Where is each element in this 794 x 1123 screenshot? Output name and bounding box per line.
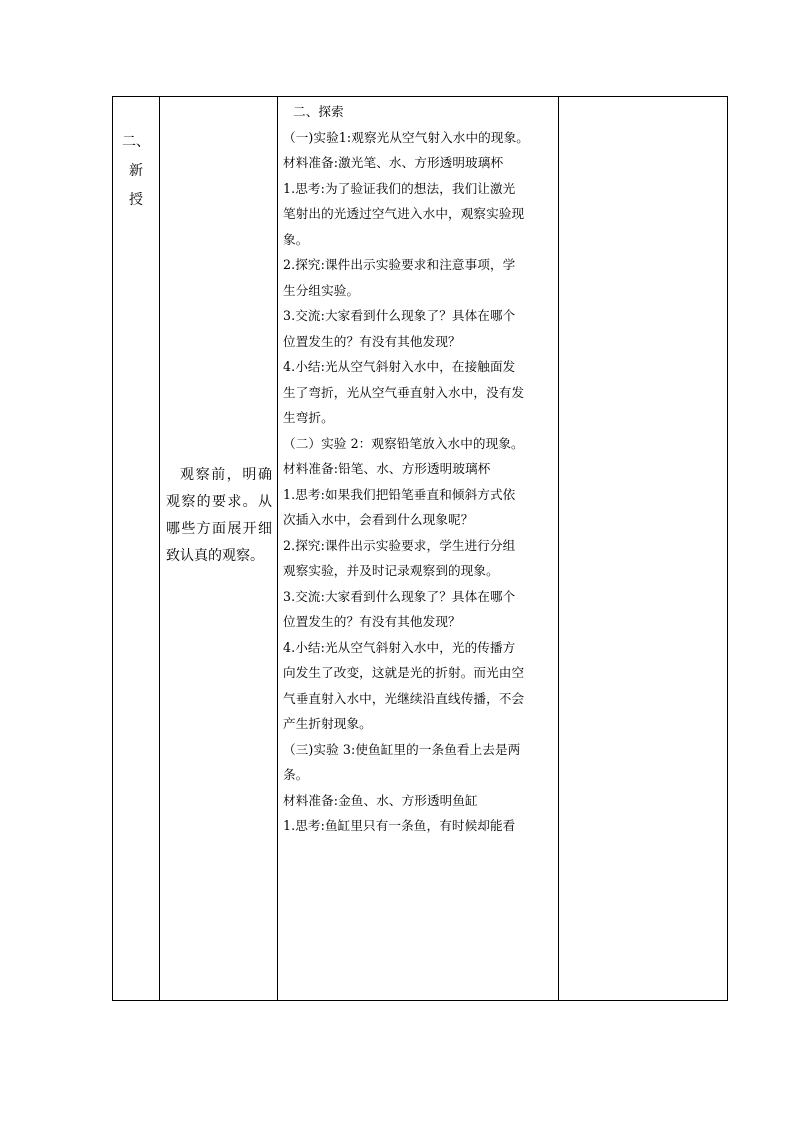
content-line: （三)实验 3:使鱼缸里的一条鱼看上去是两 xyxy=(283,741,521,757)
design-note-cell xyxy=(160,97,278,1001)
notes-cell xyxy=(559,97,728,1001)
content-line: 3.交流:大家看到什么现象了？具体在哪个 xyxy=(283,308,516,323)
section-label xyxy=(113,97,159,215)
content-line: 2.探究:课件出示实验要求，学生进行分组 xyxy=(283,537,516,553)
content-line: 材料准备:铅笔、水、方形透明玻璃杯 xyxy=(283,461,491,476)
content-line: 观察实验，并及时记录观察到的现象。 xyxy=(283,563,499,578)
content-line: 1.思考:如果我们把铅笔垂直和倾斜方式依 xyxy=(283,486,516,502)
content-line: 3.交流:大家看到什么现象了？具体在哪个 xyxy=(283,588,516,604)
content-line: 4.小结:光从空气斜射入水中，光的传播方 xyxy=(283,639,516,655)
content-line: 气垂直射入水中，光继续沿直线传播，不会 xyxy=(283,690,525,706)
table-row xyxy=(113,97,728,1001)
section-cell xyxy=(113,97,160,1001)
content-line: 生弯折。 xyxy=(283,410,334,425)
content-line: 4.小结:光从空气斜射入水中，在接触面发 xyxy=(283,359,516,374)
content-line: 条。 xyxy=(283,767,309,782)
content-line: 2.探究:课件出示实验要求和注意事项，学 xyxy=(283,257,516,272)
design-note: 观察前，明确观察的要求。从哪些方面展开细致认真的观察。 xyxy=(166,466,272,564)
content-line: 材料准备:金鱼、水、方形透明鱼缸 xyxy=(283,792,478,808)
content-line: 象。 xyxy=(283,231,309,247)
section-char: 新 xyxy=(129,163,143,179)
content-line: 1.思考:鱼缸里只有一条鱼，有时候却能看 xyxy=(283,818,516,833)
content-line: 生分组实验。 xyxy=(283,282,360,298)
section-number: 二、 xyxy=(122,134,150,150)
content-line: 位置发生的？有没有其他发现？ xyxy=(283,333,461,349)
content-line: 次插入水中，会看到什么现象呢？ xyxy=(283,512,474,527)
content-line: （二）实验 2：观察铅笔放入水中的现象。 xyxy=(283,435,524,451)
section-char: 授 xyxy=(129,192,143,208)
content-line: （一)实验1:观察光从空气射入水中的现象。 xyxy=(283,129,529,145)
teaching-content xyxy=(278,97,558,839)
content-line: 材料准备:激光笔、水、方形透明玻璃杯 xyxy=(283,155,504,170)
lesson-plan-table xyxy=(112,96,728,1001)
content-line: 向发生了改变，这就是光的折射。而光由空 xyxy=(283,665,525,680)
teaching-content-cell xyxy=(278,97,559,1001)
content-line: 1.思考:为了验证我们的想法，我们让激光 xyxy=(283,180,516,196)
content-line: 生了弯折，光从空气垂直射入水中，没有发 xyxy=(283,384,525,400)
content-line: 笔射出的光透过空气进入水中，观察实验现 xyxy=(283,206,525,221)
content-line: 位置发生的？有没有其他发现？ xyxy=(283,614,461,629)
content-line: 二、探索 xyxy=(293,104,344,119)
content-line: 产生折射现象。 xyxy=(283,716,372,731)
